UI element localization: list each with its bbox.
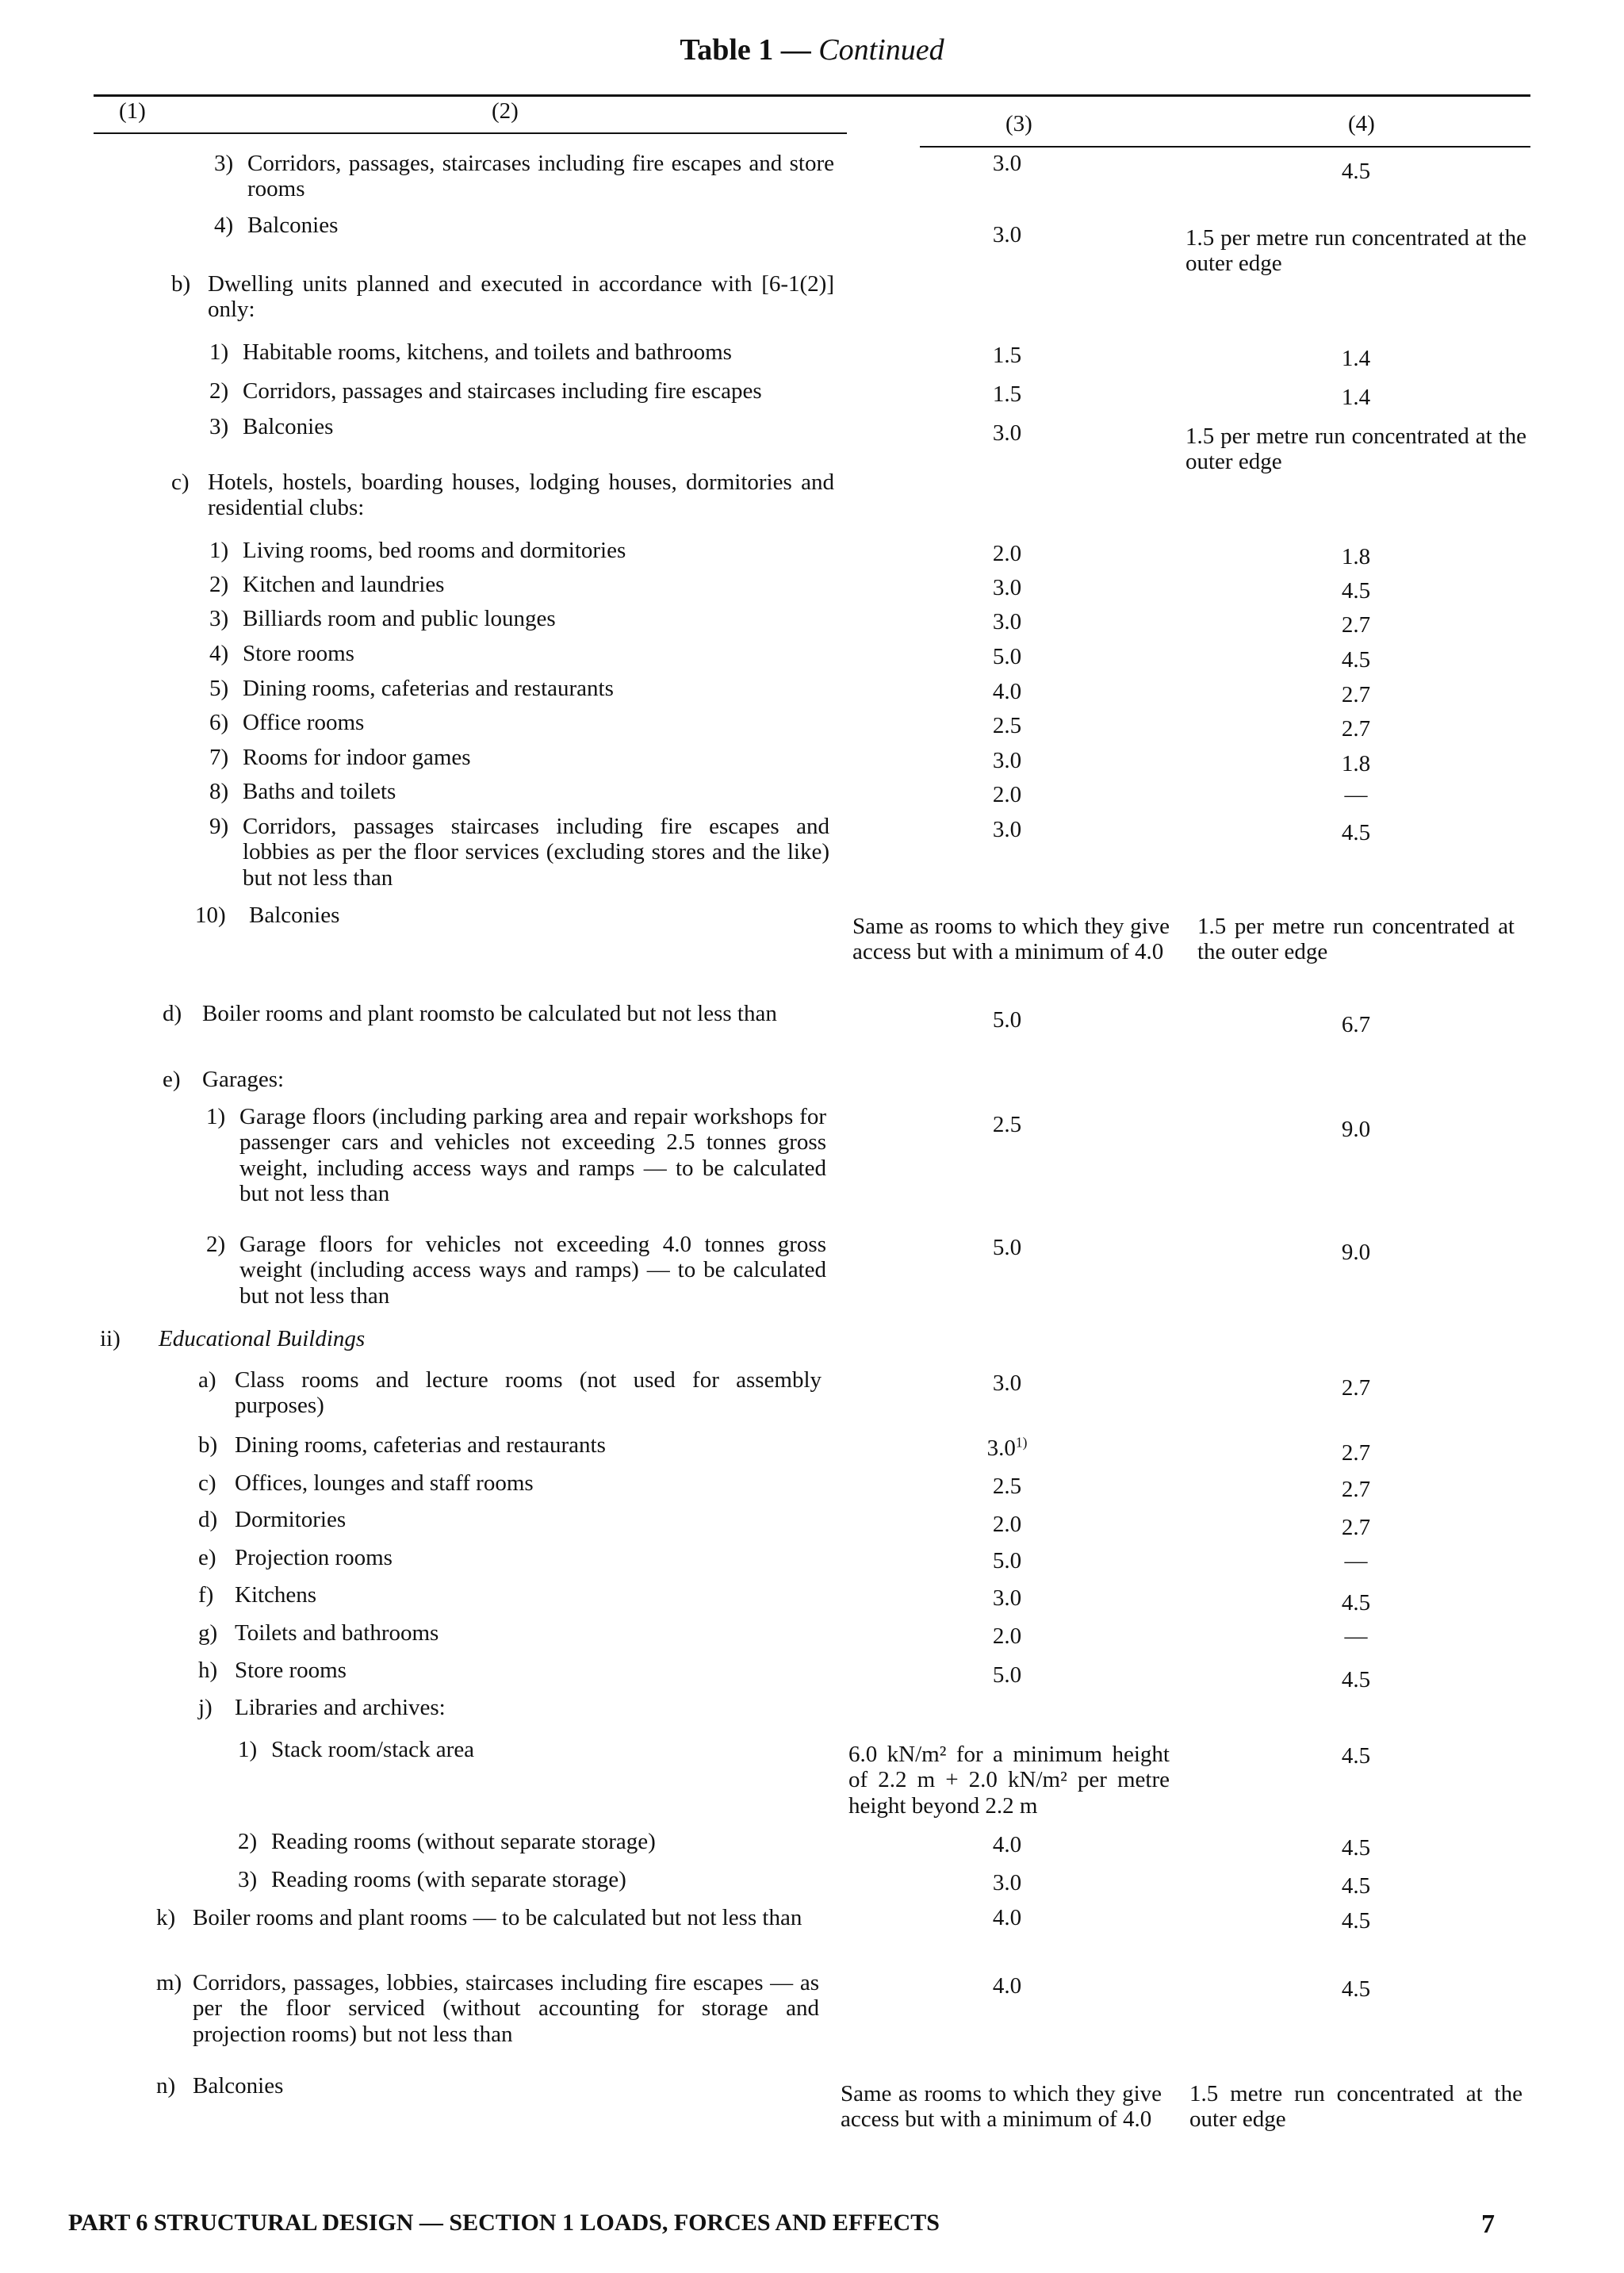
row-value-col3: Same as rooms to which they give access but with a minimum of 4.0 bbox=[841, 2081, 1162, 2133]
row-value-col4: 4.5 bbox=[1341, 1908, 1371, 1934]
row-number: d) bbox=[198, 1507, 218, 1532]
row-value-col3: 5.0 bbox=[992, 644, 1022, 669]
row-number: j) bbox=[198, 1695, 213, 1720]
row-value-col3: 2.5 bbox=[992, 713, 1022, 738]
table-title bbox=[0, 33, 1624, 67]
row-value-col4: 1.5 metre run concentrated at the outer edge bbox=[1189, 2081, 1522, 2133]
row-description: c) Hotels, hostels, boarding houses, lodging houses, dormitories and residential clubs: bbox=[171, 470, 834, 521]
row-description: 8) Baths and toilets bbox=[209, 779, 396, 804]
page-footer: PART 6 STRUCTURAL DESIGN — SECTION 1 LOADS, FORCES AND EFFECTS bbox=[68, 2210, 940, 2236]
row-value-col4: 2.7 bbox=[1341, 1477, 1371, 1502]
row-description: 3) Reading rooms (with separate storage) bbox=[238, 1867, 626, 1892]
row-description: b) Dining rooms, cafeterias and restaurants bbox=[198, 1432, 606, 1458]
column-header-4: (4) bbox=[1348, 111, 1375, 136]
row-number: 2) bbox=[206, 1232, 226, 1257]
row-number: 6) bbox=[209, 710, 229, 735]
row-description: d) Dormitories bbox=[198, 1507, 347, 1532]
row-description: 5) Dining rooms, cafeterias and restaurants bbox=[209, 676, 614, 701]
row-description: 2) Garage floors for vehicles not exceeding 4.0 tonnes gross weight (including access ways and ramps) — to be calculated but not less than bbox=[206, 1232, 826, 1309]
row-number: f) bbox=[198, 1582, 214, 1608]
footnote-marker: 1) bbox=[1015, 1434, 1028, 1451]
row-number: 1) bbox=[206, 1104, 226, 1129]
column-header-2: (2) bbox=[492, 98, 519, 124]
row-description: 1) Stack room/stack area bbox=[238, 1737, 475, 1762]
row-description: 1) Garage floors (including parking area and repair workshops for passenger cars and vehicles not exceeding 2.5 tonnes gross weight, including access ways and ramps — to be calculated but not less than bbox=[206, 1104, 826, 1207]
row-value-col4: 4.5 bbox=[1341, 647, 1371, 673]
row-number: 9) bbox=[209, 814, 229, 839]
row-number: h) bbox=[198, 1658, 218, 1683]
row-description: c) Offices, lounges and staff rooms bbox=[198, 1470, 534, 1496]
row-value-col4: 1.8 bbox=[1341, 751, 1371, 776]
row-number: 5) bbox=[209, 676, 229, 701]
row-number: 7) bbox=[209, 745, 229, 770]
row-value-col3: 4.0 bbox=[992, 1973, 1022, 1999]
row-value-col4: 4.5 bbox=[1341, 820, 1371, 845]
row-value-col4: 1.5 per metre run concentrated at the outer edge bbox=[1185, 424, 1526, 475]
row-description: 3) Billiards room and public lounges bbox=[209, 606, 556, 631]
row-value-col4: 4.5 bbox=[1341, 1835, 1371, 1861]
row-description: 1) Habitable rooms, kitchens, and toilets and bathrooms bbox=[209, 339, 732, 365]
row-number: 4) bbox=[214, 213, 234, 238]
row-value-col3: 2.0 bbox=[992, 1623, 1022, 1649]
row-value-col3: 3.0 bbox=[992, 1585, 1022, 1611]
row-description: 6) Office rooms bbox=[209, 710, 365, 735]
row-description: a) Class rooms and lecture rooms (not used for assembly purposes) bbox=[198, 1367, 822, 1419]
row-value-col3: 2.5 bbox=[992, 1112, 1022, 1137]
row-value-col3: 2.0 bbox=[992, 782, 1022, 807]
row-number: n) bbox=[156, 2073, 176, 2099]
row-value-col4: 4.5 bbox=[1341, 1743, 1371, 1769]
row-description: 7) Rooms for indoor games bbox=[209, 745, 471, 770]
row-description: h) Store rooms bbox=[198, 1658, 347, 1683]
row-number: g) bbox=[198, 1620, 218, 1646]
row-number: 1) bbox=[209, 538, 229, 563]
row-description: 10) Balconies bbox=[195, 903, 340, 928]
row-value-col3: 4.0 bbox=[992, 1905, 1022, 1930]
row-value-col3: 3.0 bbox=[992, 151, 1022, 176]
row-value-col3: 3.0 bbox=[992, 1870, 1022, 1895]
row-value-col3 bbox=[837, 1435, 1178, 1461]
row-number: 2) bbox=[209, 572, 229, 597]
row-number: b) bbox=[198, 1432, 218, 1458]
row-value-col3: 3.0 bbox=[992, 609, 1022, 634]
row-number: e) bbox=[163, 1067, 181, 1092]
row-number: b) bbox=[171, 271, 191, 297]
row-number: 1) bbox=[238, 1737, 258, 1762]
row-value-col3: 2.5 bbox=[992, 1474, 1022, 1499]
row-value-col4: 2.7 bbox=[1341, 1375, 1371, 1401]
row-number: 3) bbox=[214, 151, 234, 176]
row-description: j) Libraries and archives: bbox=[198, 1695, 446, 1720]
row-value-col4: — bbox=[1344, 782, 1368, 807]
row-number: 4) bbox=[209, 641, 229, 666]
row-value-col3: 2.0 bbox=[992, 1512, 1022, 1537]
row-value-col4: 2.7 bbox=[1341, 612, 1371, 638]
row-number: e) bbox=[198, 1545, 216, 1570]
row-value-col3: 3.0 bbox=[992, 817, 1022, 842]
row-description: 1) Living rooms, bed rooms and dormitories bbox=[209, 538, 626, 563]
header-rule-left bbox=[94, 132, 847, 134]
top-rule bbox=[94, 94, 1530, 97]
row-description: 4) Balconies bbox=[214, 213, 339, 238]
row-number: a) bbox=[198, 1367, 216, 1393]
row-value-col4: 9.0 bbox=[1341, 1240, 1371, 1265]
row-value-col4: 4.5 bbox=[1341, 578, 1371, 604]
row-value-col3: Same as rooms to which they give access but with a minimum of 4.0 bbox=[852, 914, 1170, 965]
table-title-sep: — bbox=[773, 33, 819, 67]
row-number: ii) bbox=[100, 1326, 121, 1351]
row-value-col4: 4.5 bbox=[1341, 1667, 1371, 1692]
row-number: c) bbox=[198, 1470, 216, 1496]
row-value-col3: 1.5 bbox=[992, 343, 1022, 368]
header-rule-right bbox=[920, 146, 1530, 148]
row-description: 2) Corridors, passages and staircases including fire escapes bbox=[209, 378, 762, 404]
row-value-col3: 3.0 bbox=[992, 420, 1022, 446]
row-description: n) Balconies bbox=[156, 2073, 284, 2099]
row-description: 3) Corridors, passages, staircases including fire escapes and store rooms bbox=[214, 151, 834, 202]
row-description: 2) Kitchen and laundries bbox=[209, 572, 445, 597]
row-value-col4: 6.7 bbox=[1341, 1012, 1371, 1037]
row-value-col4: 2.7 bbox=[1341, 682, 1371, 707]
row-number: m) bbox=[156, 1970, 182, 1995]
row-value-col4: 2.7 bbox=[1341, 1515, 1371, 1540]
row-value-col4: 1.4 bbox=[1341, 385, 1371, 410]
row-value-col3: 4.0 bbox=[992, 1832, 1022, 1857]
row-description: 9) Corridors, passages staircases including fire escapes and lobbies as per the floor services (excluding stores and the like) but not less than bbox=[209, 814, 829, 891]
row-description: m) Corridors, passages, lobbies, staircases including fire escapes — as per the floor serviced (without accounting for storage and projection rooms) but not less than bbox=[156, 1970, 819, 2047]
row-number: 2) bbox=[209, 378, 229, 404]
row-value-col3: 5.0 bbox=[992, 1548, 1022, 1573]
row-value-col4: — bbox=[1344, 1548, 1368, 1573]
row-number: 3) bbox=[209, 606, 229, 631]
row-description: e) Garages: bbox=[163, 1067, 285, 1092]
row-number: 10) bbox=[195, 903, 226, 928]
row-number: d) bbox=[163, 1001, 182, 1026]
row-value-col4: 1.5 per metre run concentrated at the outer edge bbox=[1185, 225, 1526, 277]
row-value-col3: 3.0 bbox=[992, 222, 1022, 247]
page-number: 7 bbox=[1481, 2210, 1495, 2239]
row-number: c) bbox=[171, 470, 190, 495]
table-title-continued: Continued bbox=[818, 33, 944, 67]
row-value-col4: 9.0 bbox=[1341, 1117, 1371, 1142]
row-description: g) Toilets and bathrooms bbox=[198, 1620, 439, 1646]
row-description: e) Projection rooms bbox=[198, 1545, 393, 1570]
row-value-col4: 1.8 bbox=[1341, 544, 1371, 569]
row-description: k) Boiler rooms and plant rooms — to be calculated but not less than bbox=[156, 1905, 802, 1930]
row-number: 8) bbox=[209, 779, 229, 804]
row-value-col3: 3.0 bbox=[992, 748, 1022, 773]
column-header-3: (3) bbox=[1005, 111, 1032, 136]
row-description: f) Kitchens bbox=[198, 1582, 317, 1608]
row-value-col3: 3.0 bbox=[992, 1370, 1022, 1396]
row-value-col4: 2.7 bbox=[1341, 1440, 1371, 1466]
row-description: d) Boiler rooms and plant roomsto be calculated but not less than bbox=[163, 1001, 777, 1026]
row-value-col4: 4.5 bbox=[1341, 1590, 1371, 1616]
row-description: 2) Reading rooms (without separate storage) bbox=[238, 1829, 656, 1854]
row-value-col3: 5.0 bbox=[992, 1662, 1022, 1688]
row-value-col4: 2.7 bbox=[1341, 716, 1371, 742]
row-description: b) Dwelling units planned and executed in accordance with [6-1(2)] only: bbox=[171, 271, 834, 323]
row-value-col3: 2.0 bbox=[992, 541, 1022, 566]
row-value-col4: 4.5 bbox=[1341, 159, 1371, 184]
row-description: 3) Balconies bbox=[209, 414, 334, 439]
row-value-col4: 4.5 bbox=[1341, 1873, 1371, 1899]
table-title-main: Table 1 bbox=[680, 33, 774, 67]
row-number: 2) bbox=[238, 1829, 258, 1854]
row-value-col4: 1.5 per metre run concentrated at the outer edge bbox=[1197, 914, 1515, 965]
row-description: ii) Educational Buildings bbox=[100, 1326, 366, 1351]
row-value-col4: 1.4 bbox=[1341, 346, 1371, 371]
row-value-col3: 3.0 bbox=[992, 575, 1022, 600]
row-number: k) bbox=[156, 1905, 176, 1930]
row-number: 3) bbox=[209, 414, 229, 439]
row-value-col3: 5.0 bbox=[992, 1235, 1022, 1260]
row-value-col4: — bbox=[1344, 1623, 1368, 1649]
column-header-1: (1) bbox=[119, 98, 146, 124]
row-value-col3: 1.5 bbox=[992, 381, 1022, 407]
row-value-col4: 4.5 bbox=[1341, 1976, 1371, 2002]
row-value-col3-text: 3.0 bbox=[986, 1435, 1016, 1461]
row-number: 3) bbox=[238, 1867, 258, 1892]
row-description: 4) Store rooms bbox=[209, 641, 354, 666]
row-value-col3: 5.0 bbox=[992, 1007, 1022, 1033]
row-value-col3: 4.0 bbox=[992, 679, 1022, 704]
row-value-col3: 6.0 kN/m² for a minimum height of 2.2 m + 2.0 kN/m² per metre height beyond 2.2 m bbox=[848, 1742, 1170, 1819]
row-number: 1) bbox=[209, 339, 229, 365]
